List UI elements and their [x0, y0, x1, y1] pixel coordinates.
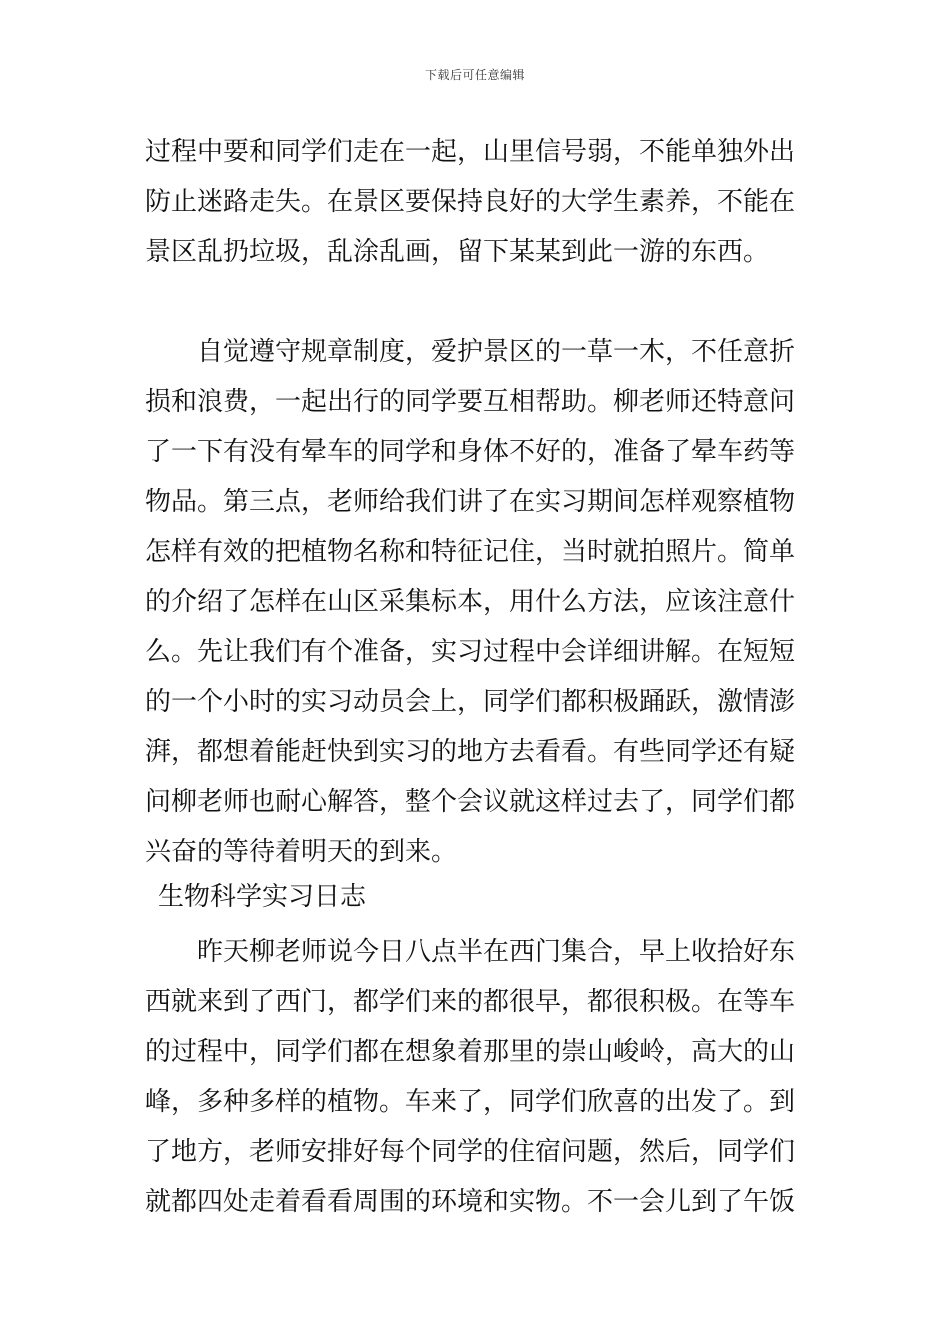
text-line: 了一下有没有晕车的同学和身体不好的，准备了晕车药等 [145, 437, 796, 467]
text-line: 的过程中，同学们都在想象着那里的崇山峻岭，高大的山 [145, 1037, 796, 1067]
text-line: 损和浪费，一起出行的同学要互相帮助。柳老师还特意问 [145, 387, 796, 417]
text-line: 昨天柳老师说今日八点半在西门集合，早上收拾好东 [145, 937, 796, 967]
text-line: 么。先让我们有个准备，实习过程中会详细讲解。在短短 [145, 637, 796, 667]
text-line: 西就来到了西门，都学们来的都很早，都很积极。在等车 [145, 987, 796, 1017]
text-line: 的介绍了怎样在山区采集标本，用什么方法，应该注意什 [145, 587, 796, 617]
page-header: 下载后可任意编辑 [424, 68, 525, 82]
text-line: 问柳老师也耐心解答，整个会议就这样过去了，同学们都 [145, 787, 796, 817]
text-line: 景区乱扔垃圾，乱涂乱画，留下某某到此一游的东西。 [145, 237, 770, 267]
text-line: 湃，都想着能赶快到实习的地方去看看。有些同学还有疑 [145, 737, 796, 767]
text-line: 兴奋的等待着明天的到来。 [145, 837, 458, 867]
paragraph-2 [145, 327, 810, 877]
text-line: 峰，多种多样的植物。车来了，同学们欣喜的出发了。到 [145, 1087, 796, 1117]
text-line: 防止迷路走失。在景区要保持良好的大学生素养，不能在 [145, 187, 796, 217]
section-heading: 生物科学实习日志 [158, 882, 367, 912]
paragraph-1 [145, 127, 810, 277]
text-line: 过程中要和同学们走在一起，山里信号弱，不能单独外出 [145, 137, 796, 167]
paragraph-3 [145, 927, 810, 1227]
text-line: 自觉遵守规章制度，爱护景区的一草一木，不任意折 [145, 337, 796, 367]
text-line: 的一个小时的实习动员会上，同学们都积极踊跃，激情澎 [145, 687, 796, 717]
text-line: 就都四处走着看看周围的环境和实物。不一会儿到了午饭 [145, 1187, 796, 1217]
text-line: 物品。第三点，老师给我们讲了在实习期间怎样观察植物 [145, 487, 796, 517]
text-line: 了地方，老师安排好每个同学的住宿问题，然后，同学们 [145, 1137, 796, 1167]
text-line: 怎样有效的把植物名称和特征记住，当时就拍照片。简单 [145, 537, 796, 567]
